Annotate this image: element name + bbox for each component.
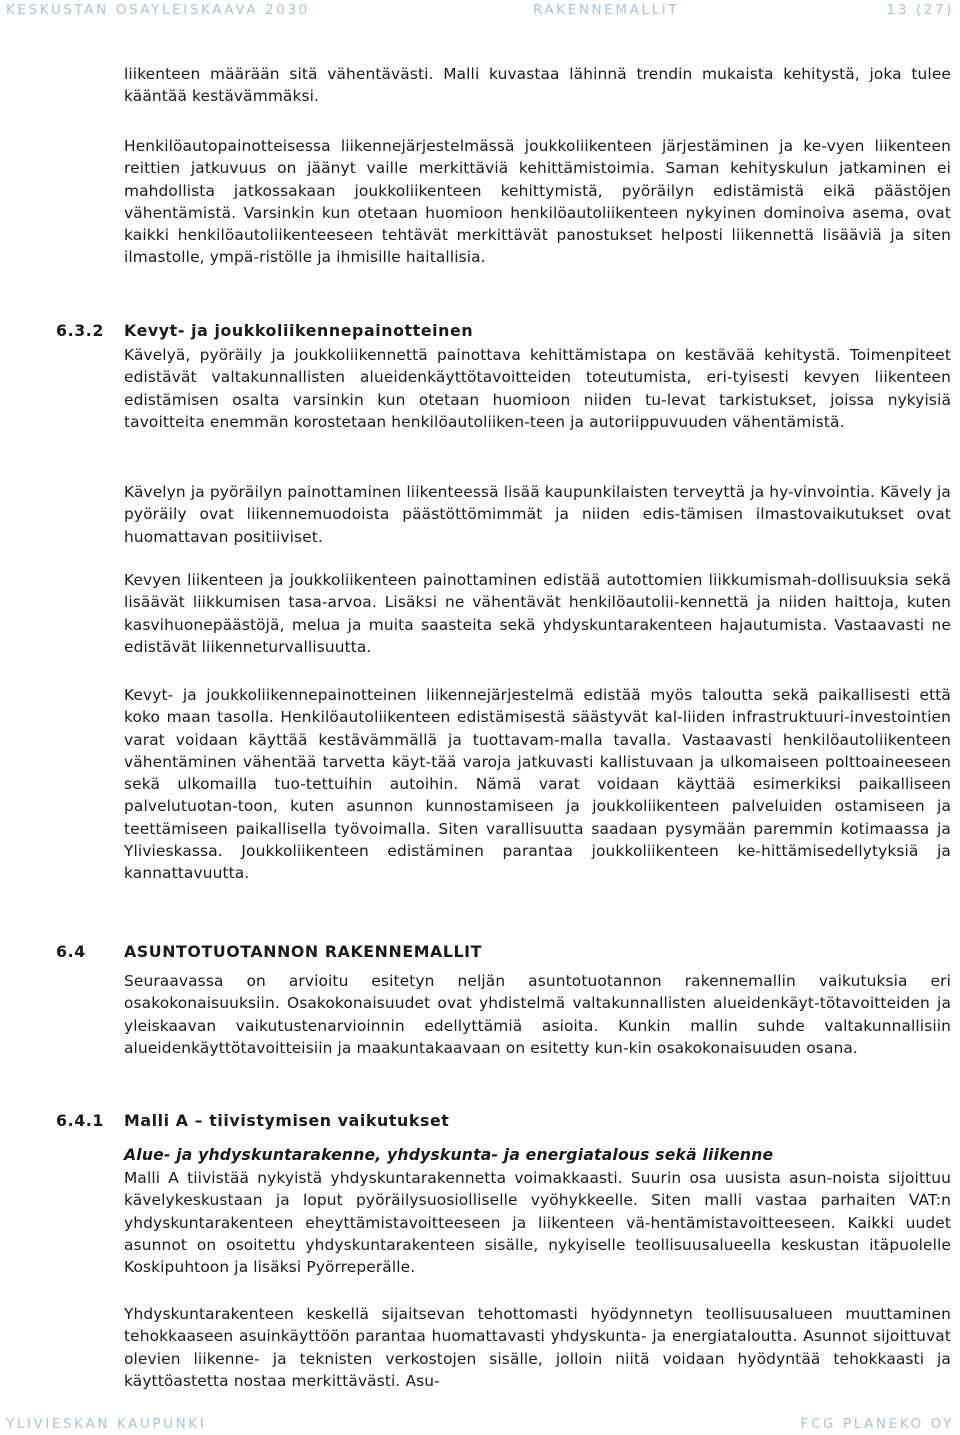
footer-consultant-name: FCG PLANEKO OY — [800, 1416, 954, 1432]
paragraph-model-a-densification: Malli A tiivistää nykyistä yhdyskuntarakennetta voimakkaasti. Suurin osa uusista asun-noista sijoittuu kävelykeskustaan ja loput pyöräilysuosiolliselle vyöhykkeelle. Siten malli vastaa parhaiten VAT:n yhdyskuntarakenteen eheyttämistavoitteeseen ja liikenteen vä-hentämistavoitteeseen. Kaikki uudet asunnot on osoitettu yhdyskuntarakenteen sisälle, nykyiselle teollisuusalueella keskustan itäpuolelle Koskipuhtoon ja lisäksi Pyörreperälle. — [124, 1169, 951, 1277]
header-document-title: KESKUSTAN OSAYLEISKAAVA 2030 — [6, 2, 310, 18]
paragraph-car-oriented-system: Henkilöautopainotteisessa liikennejärjestelmässä joukkoliikenteen järjestäminen ja ke-vyen liikenteen reittien jatkuvuus on jäänyt vaille merkittäviä kehittämistoimia. Saman kehityskulun jatkaminen ei mahdollista jatkossakaan joukkoliikenteen kehittymistä, pyöräilyn edistämistä eikä päästöjen vähentämistä. Varsinkin kun otetaan huomioon henkilöautoliikenteen nykyinen dominoiva asema, ovat kaikki henkilöautoliikenteeseen tehtävät merkittävät panostukset helposti liikennettä lisääviä ja siten ilmastolle, ympä-ristölle ja ihmisille haitallisia. — [124, 137, 951, 267]
paragraph-economy: Kevyt- ja joukkoliikennepainotteinen liikennejärjestelmä edistää myös taloutta sekä paikallisesti että koko maan tasolla. Henkilöautoliikenteen edistämisestä säästyvät kal-liiden infrastruktuuri-investointien varat voidaan käyttää kestävämmällä ja tuottavam-malla tavalla. Vastaavasti henkilöautoliikenteen vähentäminen vähentää tarvetta käyt-tää varoja jatkuvasti kallistuvaan ja ulkomaiseen polttoaineeseen sekä ulkomailla tuo-tettuihin autoihin. Nämä varat voidaan käyttää esimerkiksi paikalliseen palvelutuotan-toon, kuten asunnon kunnostamiseen ja joukkoliikenteen palveluiden ostamiseen ja teettämiseen paikallisella työvoimalla. Siten varallisuutta saadaan pysymään paremmin kotimaassa ja Ylivieskassa. Joukkoliikenteen edistäminen parantaa joukkoliikenteen ke-hittämisedellytyksiä ja kannattavuutta. — [124, 686, 951, 883]
section-title-6-3-2: Kevyt- ja joukkoliikennepainotteinen — [124, 321, 474, 340]
section-title-6-4: ASUNTOTUOTANNON RAKENNEMALLIT — [124, 942, 483, 961]
section-number-6-3-2: 6.3.2 — [56, 321, 104, 340]
paragraph-trend-intro: liikenteen määrään sitä vähentävästi. Malli kuvastaa lähinnä trendin mukaista kehitystä, joka tulee kääntää kestävämmäksi. — [124, 65, 951, 106]
paragraph-equality-mobility: Kevyen liikenteen ja joukkoliikenteen painottaminen edistää autottomien liikkumismah-dollisuuksia sekä lisäävät liikkumisen tasa-arvoa. Lisäksi ne vähentävät henkilöautolii-kennettä ja niiden haittoja, kuten kasvihuonepäästöjä, melua ja muita saasteita sekä yhdyskuntarakenteen hajautumista. Vastaavasti ne edistävät liikenneturvallisuutta. — [124, 571, 951, 656]
page-footer — [6, 1416, 954, 1434]
header-section-name: RAKENNEMALLIT — [533, 2, 680, 18]
subsection-heading-structure-economy-traffic: Alue- ja yhdyskuntarakenne, yhdyskunta- ja energiatalous sekä liikenne — [124, 1146, 774, 1164]
paragraph-sustainable-development: Kävelyä, pyöräily ja joukkoliikennettä painottava kehittämistapa on kestävää kehitystä. Toimenpiteet edistävät valtakunnallisten alueidenkäyttötavoitteiden toteutumista, eri-tyisesti kevyen liikenteen edistämisen osalta varsinkin kun otetaan huomioon niiden tu-levat tarkistukset, joissa nykyisiä tavoitteita enemmän korostetaan henkilöautoliiken-teen ja autoriippuvuuden vähentämistä. — [124, 346, 951, 431]
page-header — [6, 2, 954, 20]
footer-client-name: YLIVIESKAN KAUPUNKI — [6, 1416, 207, 1432]
paragraph-models-overview: Seuraavassa on arvioitu esitetyn neljän asuntotuotannon rakennemallin vaikutuksia eri osakokonaisuuksiin. Osakokonaisuudet ovat yhdistelmä valtakunnallisten alueidenkäyt-tötavoitteiden ja yleiskaavan vaikutustenarvioinnin edellyttämiä asioita. Kunkin mallin suhde valtakunnallisiin alueidenkäyttötavoitteisiin ja maakuntakaavaan on esitetty kun-kin osakokonaisuuden osana. — [124, 972, 951, 1057]
section-number-6-4: 6.4 — [56, 942, 86, 961]
paragraph-health-wellbeing: Kävelyn ja pyöräilyn painottaminen liikenteessä lisää kaupunkilaisten terveyttä ja hy-vinvointia. Kävely ja pyöräily ovat liikennemuodoista päästöttömimmät ja niiden edis-tämisen ilmastovaikutukset ovat huomattavan positiiviset. — [124, 483, 951, 546]
header-page-number: 13 (27) — [886, 2, 954, 18]
section-title-6-4-1: Malli A – tiivistymisen vaikutukset — [124, 1111, 450, 1130]
section-number-6-4-1: 6.4.1 — [56, 1111, 104, 1130]
paragraph-industrial-area-conversion: Yhdyskuntarakenteen keskellä sijaitsevan tehottomasti hyödynnetyn teollisuusalueen muuttaminen tehokkaaseen asuinkäyttöön parantaa huomattavasti yhdyskunta- ja energiataloutta. Asunnot sijoittuvat olevien liikenne- ja teknisten verkostojen sisälle, jolloin niitä voidaan hyödyntää tehokkaasti ja käyttöastetta nostaa merkittävästi. Asu- — [124, 1305, 951, 1390]
